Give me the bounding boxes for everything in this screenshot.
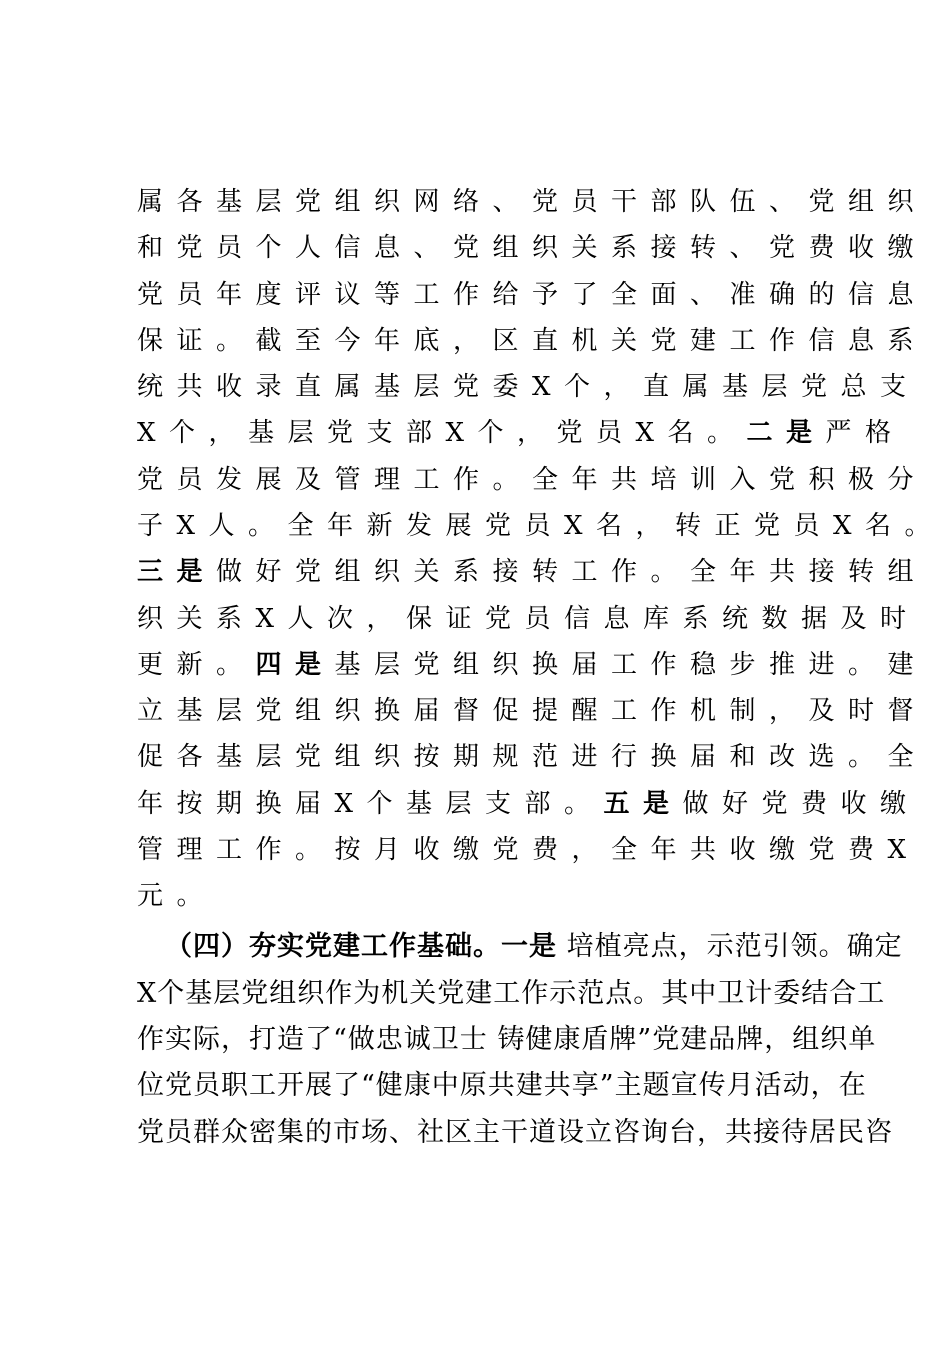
bold-label: 四是 — [255, 650, 335, 680]
text-span: 做好党费收缴 — [682, 789, 920, 819]
text-line — [137, 691, 927, 731]
text-line — [137, 974, 885, 1014]
text-line — [137, 321, 927, 361]
section-heading-line — [165, 927, 903, 967]
text-span: 严格 — [825, 418, 905, 448]
text-line — [137, 830, 920, 870]
text-line — [137, 737, 927, 777]
text-line — [137, 228, 927, 268]
text-line — [137, 182, 927, 222]
text-line — [137, 460, 927, 500]
text-span: 位党员职工开展了“健康中原共建共享”主题宣传月活动，在 — [137, 1070, 867, 1101]
text-span: 做好党组织关系接转工作。全年共接转组 — [216, 557, 928, 587]
text-span: 和党员个人信息、党组织关系接转、党费收缴 — [137, 233, 928, 263]
text-span: 织关系X人次，保证党员信息库系统数据及时 — [137, 604, 920, 634]
text-span: 子X人。全年新发展党员X名，转正党员X名。 — [137, 511, 945, 541]
bold-label: 五是 — [603, 789, 683, 819]
text-line — [137, 367, 920, 407]
text-span: 基层党组织换届工作稳步推进。建 — [334, 650, 928, 680]
text-span: 元。 — [137, 881, 217, 911]
text-span: 促各基层党组织按期规范进行换届和改选。全 — [137, 742, 928, 772]
text-span: 党员年度评议等工作给予了全面、准确的信息 — [137, 280, 928, 310]
text-span: 保证。截至今年底，区直机关党建工作信息系 — [137, 326, 928, 356]
text-line — [137, 552, 927, 592]
bold-label: 二是 — [746, 418, 826, 448]
text-line — [137, 1113, 893, 1153]
text-span: 作实际，打造了“做忠诚卫士 铸健康盾牌”党建品牌，组织单 — [137, 1024, 877, 1055]
text-span: 属各基层党组织网络、党员干部队伍、党组织 — [137, 187, 928, 217]
text-span: 管理工作。按月收缴党费，全年共收缴党费X — [137, 835, 920, 865]
text-line — [137, 506, 944, 546]
text-span: X个，基层党支部X个，党员X名。 — [137, 418, 747, 448]
text-span: 年按期换届X个基层支部。 — [137, 789, 604, 819]
text-line — [137, 1066, 867, 1106]
text-line — [137, 645, 927, 685]
text-span: 党员群众密集的市场、社区主干道设立咨询台，共接待居民咨 — [137, 1117, 893, 1148]
text-line — [137, 413, 905, 453]
text-line — [137, 599, 920, 639]
text-span: 党员发展及管理工作。全年共培训入党积极分 — [137, 465, 928, 495]
text-line — [137, 784, 920, 824]
text-span: 统共收录直属基层党委X个，直属基层党总支 — [137, 372, 920, 402]
text-line — [137, 275, 927, 315]
text-span: 更新。 — [137, 650, 256, 680]
text-span: 培植亮点，示范引领。确定 — [557, 931, 903, 962]
bold-label: 三是 — [137, 557, 217, 587]
text-span: X个基层党组织作为机关党建工作示范点。其中卫计委结合工 — [137, 978, 886, 1009]
section-heading: （四）夯实党建工作基础。一是 — [165, 931, 557, 962]
text-line — [137, 876, 216, 916]
text-line — [137, 1020, 876, 1060]
text-span: 立基层党组织换届督促提醒工作机制，及时督 — [137, 696, 928, 726]
